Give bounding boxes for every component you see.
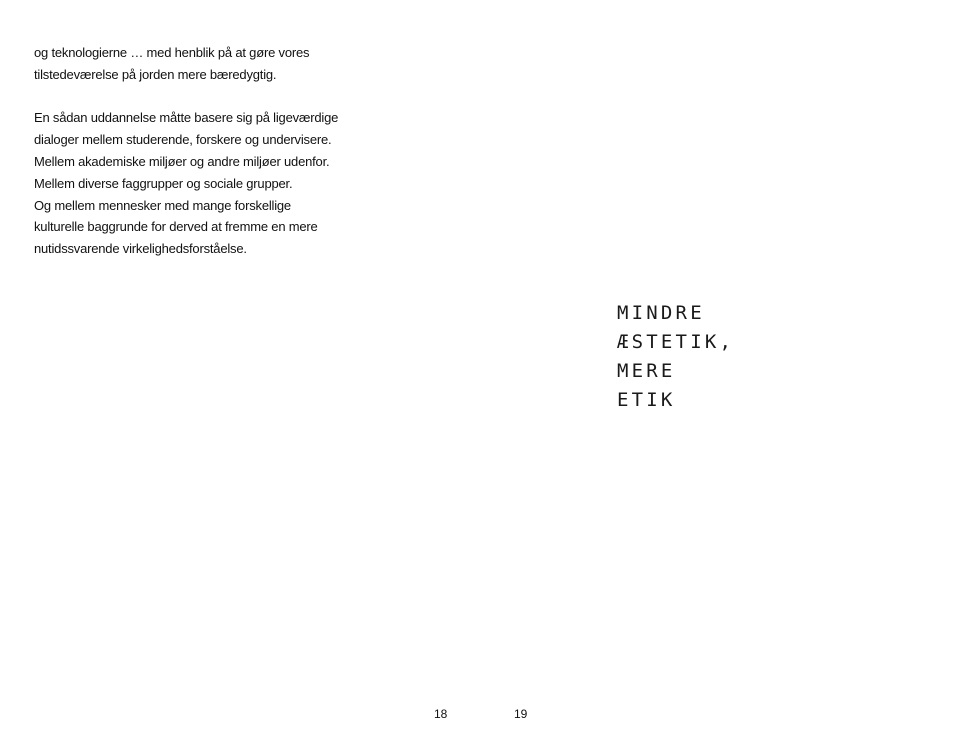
- paragraph-2: [34, 107, 364, 260]
- heading-line: MERE: [617, 360, 676, 382]
- text-line: En sådan uddannelse måtte basere sig på ligeværdige: [34, 110, 339, 126]
- section-heading: [617, 299, 734, 415]
- text-line: nutidssvarende virkelighedsforståelse.: [34, 241, 247, 257]
- text-line: kulturelle baggrunde for derved at fremme en mere: [34, 219, 318, 235]
- text-line: Mellem diverse faggrupper og sociale grupper.: [34, 175, 293, 191]
- page-number-right: 19: [514, 707, 528, 721]
- heading-line: ETIK: [617, 389, 676, 411]
- text-line: Mellem akademiske miljøer og andre miljøer udenfor.: [34, 153, 330, 169]
- text-line: Og mellem mennesker med mange forskellige: [34, 197, 291, 213]
- text-line: og teknologierne … med henblik på at gøre vores: [34, 45, 310, 60]
- body-text: [34, 42, 364, 260]
- page-number-left: 18: [434, 707, 448, 721]
- heading-line: MINDRE: [617, 302, 705, 324]
- right-page: [480, 0, 960, 754]
- text-line: dialoger mellem studerende, forskere og undervisere.: [34, 132, 332, 148]
- text-line: tilstedeværelse på jorden mere bæredygtig.: [34, 66, 277, 82]
- paragraph-1: [34, 42, 364, 86]
- heading-line: ÆSTETIK,: [617, 331, 735, 353]
